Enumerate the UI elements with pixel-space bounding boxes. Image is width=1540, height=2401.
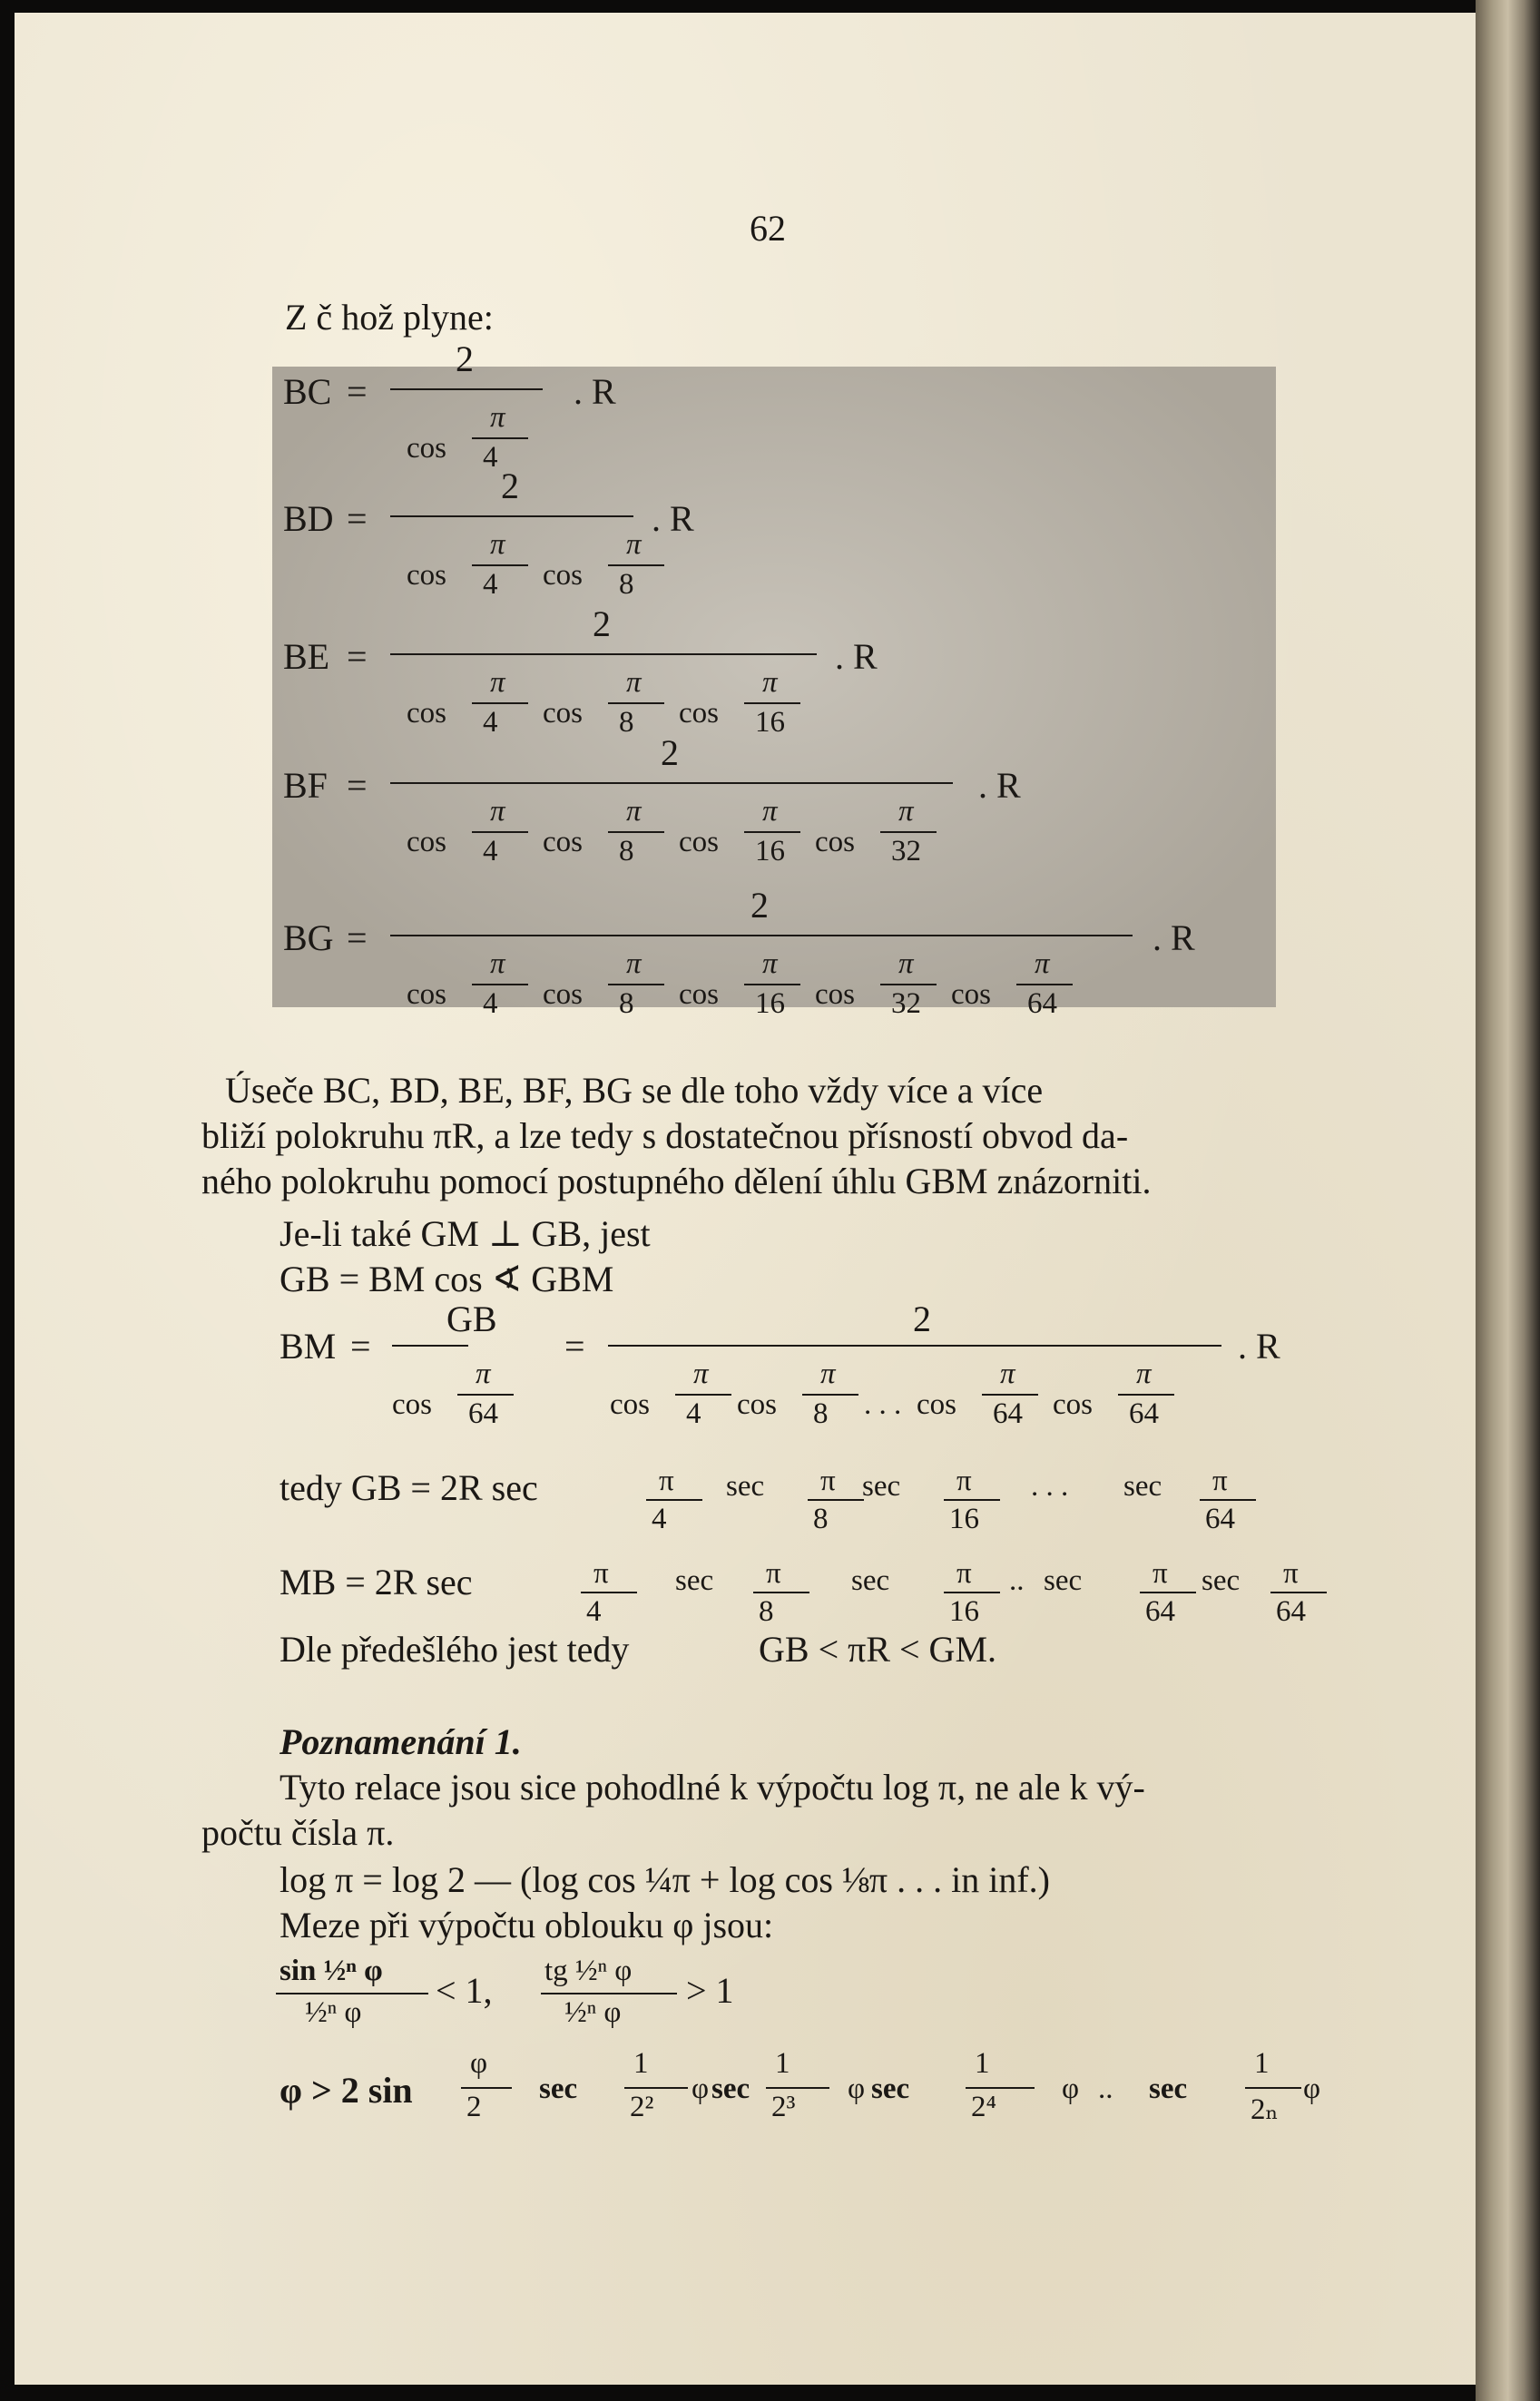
eq-be-term2-bar <box>744 702 800 704</box>
tedy-f3-pi: π <box>956 1465 972 1497</box>
eq-bd-term0-pi: π <box>490 528 505 561</box>
mb-sec-4: sec <box>1044 1564 1083 1597</box>
tedy-f2-pi: π <box>820 1465 836 1497</box>
eq-bg-term2-cos: cos <box>679 978 719 1011</box>
tedy-f2-den: 8 <box>813 1503 829 1535</box>
eq-bd-numerator: 2 <box>501 466 519 506</box>
bm-c3-den: 64 <box>993 1397 1023 1430</box>
ineq-bar-2 <box>541 1993 677 1994</box>
eq-bg-term4-cos: cos <box>951 978 991 1011</box>
eq-bc-numerator: 2 <box>456 338 474 379</box>
phi-dots: .. <box>1098 2073 1113 2105</box>
mb-lhs: MB = 2R sec <box>280 1562 473 1602</box>
mb-f4-den: 64 <box>1145 1595 1175 1628</box>
intro-text: Z č hož plyne: <box>285 297 494 338</box>
eq-bg-term3-bar <box>880 984 937 985</box>
tedy-f3-bar <box>944 1499 1000 1501</box>
dle-text: Dle předešlého jest tedy <box>280 1629 630 1670</box>
phi-phi-2: φ <box>692 2073 710 2105</box>
eq-bf-numerator: 2 <box>661 732 679 773</box>
eq-be-term2-den: 16 <box>755 706 785 739</box>
eq-bd-term1-den: 8 <box>619 568 634 601</box>
eq-bg-numerator: 2 <box>750 885 769 926</box>
eq-bg-term4-pi: π <box>1035 947 1050 980</box>
phi-phi-3: φ <box>848 2073 866 2105</box>
ineq-bar-1 <box>276 1993 428 1994</box>
eq-bd-label: BD <box>283 498 334 539</box>
eq-bg-term0-cos: cos <box>407 978 446 1011</box>
phi-sec-3: sec <box>871 2073 910 2105</box>
book-spine <box>1476 0 1540 2401</box>
bm-equals: = <box>350 1326 371 1367</box>
tedy-f1-den: 4 <box>652 1503 667 1535</box>
eq-bg-term2-pi: π <box>762 947 778 980</box>
perp-statement: Je-li také GM ⊥ GB, jest <box>280 1213 651 1254</box>
bm-dots: . . . <box>864 1388 902 1421</box>
phi-f5-den: 2ₙ <box>1251 2093 1279 2126</box>
eq-bf-term1-pi: π <box>626 795 642 828</box>
eq-bd-term0-cos: cos <box>407 559 446 592</box>
eq-bc-term0-cos: cos <box>407 432 446 465</box>
mb-sec-3: sec <box>851 1564 890 1597</box>
phi-f2-den: 2² <box>630 2091 654 2123</box>
eq-bd-term1-pi: π <box>626 528 642 561</box>
mb-f5-pi: π <box>1283 1557 1299 1590</box>
eq-bc-term0-bar <box>472 437 528 439</box>
eq-be-numerator: 2 <box>593 603 611 644</box>
eq-bg-term4-bar <box>1016 984 1073 985</box>
phi-sec-4: sec <box>1149 2073 1188 2105</box>
bm-c4-bar <box>1118 1394 1174 1396</box>
eq-be-term2-cos: cos <box>679 697 719 730</box>
eq-bg-term1-pi: π <box>626 947 642 980</box>
eq-bf-term1-den: 8 <box>619 835 634 867</box>
eq-bc-r: . R <box>574 371 616 412</box>
eq-bg-equals: = <box>347 917 368 958</box>
eq-bf-term3-den: 32 <box>891 835 921 867</box>
mb-f1-den: 4 <box>586 1595 602 1628</box>
tedy-sec-4: sec <box>1123 1470 1162 1503</box>
tedy-gb-lhs: tedy GB = 2R sec <box>280 1467 538 1508</box>
eq-bf-term1-bar <box>608 831 664 833</box>
para-line-2: bliží polokruhu πR, a lze tedy s dostatečnou přísností obvod da- <box>201 1115 1129 1156</box>
phi-f4-bar <box>966 2087 1035 2089</box>
eq-bd-term0-den: 4 <box>483 568 498 601</box>
eq-be-term0-pi: π <box>490 666 505 699</box>
bm-c2-den: 8 <box>813 1397 829 1430</box>
eq-be-term1-den: 8 <box>619 706 634 739</box>
eq-bf-term0-bar <box>472 831 528 833</box>
bm-numerator-2: 2 <box>913 1298 931 1339</box>
phi-phi-5: φ <box>1303 2073 1321 2105</box>
eq-be-r: . R <box>835 636 878 677</box>
mb-sec-5: sec <box>1202 1564 1241 1597</box>
bm-first-cos-bar <box>457 1394 514 1396</box>
eq-bf-main-bar <box>390 782 953 784</box>
mb-dots: .. <box>1009 1564 1025 1597</box>
eq-bf-term3-cos: cos <box>815 826 855 858</box>
eq-bg-term0-bar <box>472 984 528 985</box>
mb-f1-bar <box>581 1592 637 1593</box>
bm-c1-den: 4 <box>686 1397 701 1430</box>
tedy-f2-bar <box>808 1499 864 1501</box>
phi-f1-den: 2 <box>466 2091 482 2123</box>
bm-c2-cos: cos <box>737 1388 777 1421</box>
eq-be-term1-pi: π <box>626 666 642 699</box>
eq-bc-label: BC <box>283 371 332 412</box>
phi-f1-num: φ <box>470 2047 488 2080</box>
phi-f2-num: 1 <box>633 2047 649 2080</box>
phi-lhs: φ > 2 sin <box>280 2070 413 2111</box>
bm-c3-cos: cos <box>917 1388 956 1421</box>
ineq-den-1: ½ⁿ φ <box>305 1996 362 2029</box>
eq-bd-equals: = <box>347 498 368 539</box>
bm-c2-bar <box>802 1394 858 1396</box>
bm-c2-pi: π <box>820 1357 836 1390</box>
bm-second-bar <box>608 1345 1221 1347</box>
bm-c1-bar <box>675 1394 731 1396</box>
bm-r: . R <box>1238 1326 1280 1367</box>
bm-label: BM <box>280 1326 337 1367</box>
eq-be-term2-pi: π <box>762 666 778 699</box>
bm-first-cos-cos: cos <box>392 1388 432 1421</box>
eq-bf-label: BF <box>283 765 328 806</box>
mb-sec-2: sec <box>675 1564 714 1597</box>
mb-f2-pi: π <box>766 1557 781 1590</box>
ineq-gt1: > 1 <box>686 1970 734 2011</box>
phi-phi-4: φ <box>1062 2073 1080 2105</box>
eq-bg-label: BG <box>283 917 334 958</box>
bm-c3-pi: π <box>1000 1357 1015 1390</box>
eq-bf-term1-cos: cos <box>543 826 583 858</box>
tedy-f4-pi: π <box>1212 1465 1228 1497</box>
eq-bg-term3-pi: π <box>898 947 914 980</box>
mb-f5-den: 64 <box>1276 1595 1306 1628</box>
eq-bc-term0-pi: π <box>490 401 505 434</box>
eq-be-term1-cos: cos <box>543 697 583 730</box>
phi-sec-1: sec <box>539 2073 578 2105</box>
ineq-tg-num: tg ½ⁿ φ <box>544 1955 633 1987</box>
eq-bf-term3-pi: π <box>898 795 914 828</box>
bm-first-bar <box>392 1345 468 1347</box>
tedy-f1-pi: π <box>659 1465 674 1497</box>
phi-f5-bar <box>1245 2087 1301 2089</box>
tedy-sec-3: sec <box>862 1470 901 1503</box>
eq-bg-term0-pi: π <box>490 947 505 980</box>
dle-relation: GB < πR < GM. <box>759 1629 997 1670</box>
gb-equation: GB = BM cos ∢ GBM <box>280 1259 614 1299</box>
eq-bg-term2-bar <box>744 984 800 985</box>
bm-first-cos-den: 64 <box>468 1397 498 1430</box>
eq-bg-term3-cos: cos <box>815 978 855 1011</box>
eq-bf-r: . R <box>978 765 1021 806</box>
eq-bd-term1-bar <box>608 564 664 566</box>
bm-c1-cos: cos <box>610 1388 650 1421</box>
phi-f1-bar <box>461 2087 512 2089</box>
bm-c4-cos: cos <box>1053 1388 1093 1421</box>
phi-f4-den: 2⁴ <box>971 2091 997 2123</box>
eq-bd-main-bar <box>390 515 633 517</box>
eq-bc-term0-den: 4 <box>483 441 498 474</box>
eq-be-main-bar <box>390 653 817 655</box>
mb-f2-den: 8 <box>759 1595 774 1628</box>
tedy-f1-bar <box>646 1499 702 1501</box>
bm-first-cos-pi: π <box>476 1357 491 1390</box>
mb-f3-den: 16 <box>949 1595 979 1628</box>
eq-be-term0-cos: cos <box>407 697 446 730</box>
eq-bf-term2-den: 16 <box>755 835 785 867</box>
para-line-1: Úseče BC, BD, BE, BF, BG se dle toho vždy více a více <box>225 1070 1044 1111</box>
bm-c4-pi: π <box>1136 1357 1152 1390</box>
ineq-den-2: ½ⁿ φ <box>564 1996 622 2029</box>
bm-equals-2: = <box>564 1326 585 1367</box>
ineq-lt1: < 1, <box>436 1970 493 2011</box>
eq-be-term0-den: 4 <box>483 706 498 739</box>
ineq-sin-num: sin ½ⁿ φ <box>280 1955 383 1987</box>
eq-bf-term0-den: 4 <box>483 835 498 867</box>
eq-be-term0-bar <box>472 702 528 704</box>
phi-f2-bar <box>624 2087 688 2089</box>
eq-bg-main-bar <box>390 935 1133 936</box>
eq-bc-main-bar <box>390 388 543 390</box>
bm-c3-bar <box>982 1394 1038 1396</box>
phi-f5-num: 1 <box>1254 2047 1270 2080</box>
mb-f3-pi: π <box>956 1557 972 1590</box>
phi-f3-den: 2³ <box>771 2091 796 2123</box>
eq-bg-term0-den: 4 <box>483 987 498 1020</box>
meze-line: Meze při výpočtu oblouku φ jsou: <box>280 1905 774 1945</box>
eq-be-label: BE <box>283 636 330 677</box>
mb-f4-pi: π <box>1153 1557 1168 1590</box>
para-line-3: ného polokruhu pomocí postupného dělení úhlu GBM znázorniti. <box>201 1161 1152 1201</box>
eq-bg-term3-den: 32 <box>891 987 921 1020</box>
bm-c4-den: 64 <box>1129 1397 1159 1430</box>
eq-bd-r: . R <box>652 498 694 539</box>
mb-f1-pi: π <box>593 1557 609 1590</box>
page-number: 62 <box>750 208 786 249</box>
eq-bg-r: . R <box>1153 917 1195 958</box>
eq-be-term1-bar <box>608 702 664 704</box>
eq-bg-term1-den: 8 <box>619 987 634 1020</box>
eq-bf-term2-pi: π <box>762 795 778 828</box>
tedy-f4-bar <box>1200 1499 1256 1501</box>
tedy-dots: . . . <box>1031 1470 1069 1503</box>
note-line-1: Tyto relace jsou sice pohodlné k výpočtu log π, ne ale k vý- <box>280 1767 1145 1808</box>
eq-bf-term0-pi: π <box>490 795 505 828</box>
tedy-f3-den: 16 <box>949 1503 979 1535</box>
phi-f3-bar <box>766 2087 829 2089</box>
tedy-sec-2: sec <box>726 1470 765 1503</box>
note-title: Poznamenání 1. <box>280 1721 522 1762</box>
note-line-2: počtu čísla π. <box>201 1812 395 1853</box>
eq-bf-term0-cos: cos <box>407 826 446 858</box>
log-line: log π = log 2 — (log cos ¼π + log cos ⅛π . . . in inf.) <box>280 1859 1050 1900</box>
eq-bf-term3-bar <box>880 831 937 833</box>
tedy-f4-den: 64 <box>1205 1503 1235 1535</box>
phi-sec-2: sec <box>711 2073 750 2105</box>
mb-f2-bar <box>753 1592 809 1593</box>
eq-bg-term1-cos: cos <box>543 978 583 1011</box>
phi-f4-num: 1 <box>975 2047 990 2080</box>
eq-bf-equals: = <box>347 765 368 806</box>
mb-f3-bar <box>944 1592 1000 1593</box>
eq-bg-term4-den: 64 <box>1027 987 1057 1020</box>
bm-c1-pi: π <box>693 1357 709 1390</box>
eq-bd-term1-cos: cos <box>543 559 583 592</box>
eq-bd-term0-bar <box>472 564 528 566</box>
phi-f3-num: 1 <box>775 2047 790 2080</box>
mb-f5-bar <box>1270 1592 1327 1593</box>
mb-f4-bar <box>1140 1592 1196 1593</box>
eq-bg-term1-bar <box>608 984 664 985</box>
eq-bg-term2-den: 16 <box>755 987 785 1020</box>
eq-be-equals: = <box>347 636 368 677</box>
eq-bf-term2-cos: cos <box>679 826 719 858</box>
eq-bc-equals: = <box>347 371 368 412</box>
bm-numerator-gb: GB <box>446 1298 497 1339</box>
eq-bf-term2-bar <box>744 831 800 833</box>
